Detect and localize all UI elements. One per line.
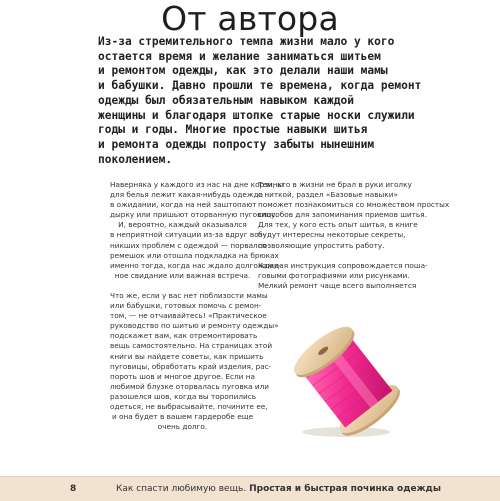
text-line: очень долго. bbox=[157, 422, 208, 432]
thread-spool-icon bbox=[288, 320, 408, 440]
body-paragraph bbox=[110, 180, 284, 281]
lead-line: и ремонта одежды попросту забыты нынешним bbox=[98, 137, 375, 151]
page-title: От автора bbox=[161, 0, 339, 38]
text-line: руководство по шитью и ремонту одежды» bbox=[110, 321, 279, 331]
text-line: говыми фотографиями или рисунками. bbox=[258, 270, 410, 280]
text-line: пороть шов и многое другое. Если на bbox=[110, 371, 255, 381]
right-column bbox=[258, 180, 450, 301]
thread-spool-illustration bbox=[288, 320, 408, 440]
text-line: вещь самостоятельно. На страницах этой bbox=[110, 341, 273, 351]
text-line: любимой блузке оторвалась пуговка или bbox=[110, 381, 270, 391]
page-footer bbox=[0, 476, 500, 501]
text-line: с ниткой, раздел «Базовые навыки» bbox=[258, 190, 398, 200]
body-paragraph bbox=[258, 180, 450, 251]
lead-line: годы и годы. Многие простые навыки шитья bbox=[98, 123, 368, 137]
lead-line: одежды был обязательным навыком каждой bbox=[98, 93, 354, 107]
text-line: будут интересны некоторые секреты, bbox=[258, 230, 406, 240]
text-line: И, вероятно, каждый оказывался bbox=[118, 220, 247, 230]
text-line: Что же, если у вас нет поблизости мамы bbox=[110, 290, 268, 300]
text-line: том, — не отчаивайтесь! «Практическое bbox=[110, 311, 267, 321]
body-paragraph bbox=[110, 290, 279, 432]
text-line: Каждая инструкция сопровождается поша- bbox=[258, 260, 428, 270]
text-line: пуговицы, обработать край изделия, рас- bbox=[110, 361, 272, 371]
text-line: или бабушки, готовых помочь с ремон- bbox=[110, 301, 262, 311]
text-line: способов для запоминания приемов шитья. bbox=[258, 210, 427, 220]
lead-line: остается время и желание заниматься шитьем bbox=[98, 49, 381, 63]
lead-line: женщины и благодаря штопке старые носки служили bbox=[98, 108, 415, 122]
lead-line: и ремонтом одежды, как это делали наши мамы bbox=[98, 64, 388, 78]
page-number: 8 bbox=[70, 484, 77, 494]
text-line: поможет познакомиться со множеством простых bbox=[258, 200, 450, 210]
text-line: никших проблем с одеждой — порвался bbox=[110, 240, 267, 250]
text-line: одеться, не выбрасывайте, почините ее, bbox=[110, 401, 268, 411]
text-line: именно тогда, когда нас ждало долгождан- bbox=[110, 260, 282, 270]
text-line: ремешок или отошла подкладка на брюках bbox=[110, 250, 279, 260]
text-line: Тем, кто в жизни не брал в руки иголку bbox=[258, 180, 412, 189]
text-line: книги вы найдете советы, как пришить bbox=[110, 351, 264, 361]
left-column bbox=[110, 180, 284, 442]
text-line: подскажет вам, как отремонтировать bbox=[110, 331, 258, 341]
running-head bbox=[116, 477, 441, 501]
text-line: Для тех, у кого есть опыт шитья, в книге bbox=[258, 220, 418, 230]
text-line: и она будет в вашем гардеробе еще bbox=[111, 412, 254, 422]
lead-line: поколением. bbox=[98, 152, 173, 166]
lead-paragraph bbox=[98, 35, 428, 167]
section-title: Как спасти любимую вещь. bbox=[116, 484, 247, 494]
text-line: Мелкий ремонт чаще всего выполняется bbox=[258, 280, 417, 290]
text-line: позволяющие упростить работу. bbox=[258, 240, 385, 250]
chapter-title: Простая и быстрая починка одежды bbox=[249, 484, 441, 494]
text-line: для белья лежит какая-нибудь одежда bbox=[110, 190, 263, 200]
body-paragraph bbox=[258, 260, 428, 291]
text-line: в неприятной ситуации из-за вдруг воз- bbox=[110, 230, 266, 240]
text-line: дырку или пришьют оторванную пуговицу. bbox=[110, 210, 278, 220]
text-line: разошелся шов, когда вы торопились bbox=[110, 391, 257, 401]
lead-line: и бабушки. Давно прошли те времена, когда ремонт bbox=[98, 79, 422, 93]
text-line: Наверняка у каждого из нас на дне корзины bbox=[110, 180, 284, 189]
text-line: ное свидание или важная встреча. bbox=[114, 270, 251, 280]
lead-line: Из-за стремительного темпа жизни мало у кого bbox=[98, 35, 395, 48]
text-line: в ожидании, когда на ней заштопают bbox=[110, 200, 257, 210]
